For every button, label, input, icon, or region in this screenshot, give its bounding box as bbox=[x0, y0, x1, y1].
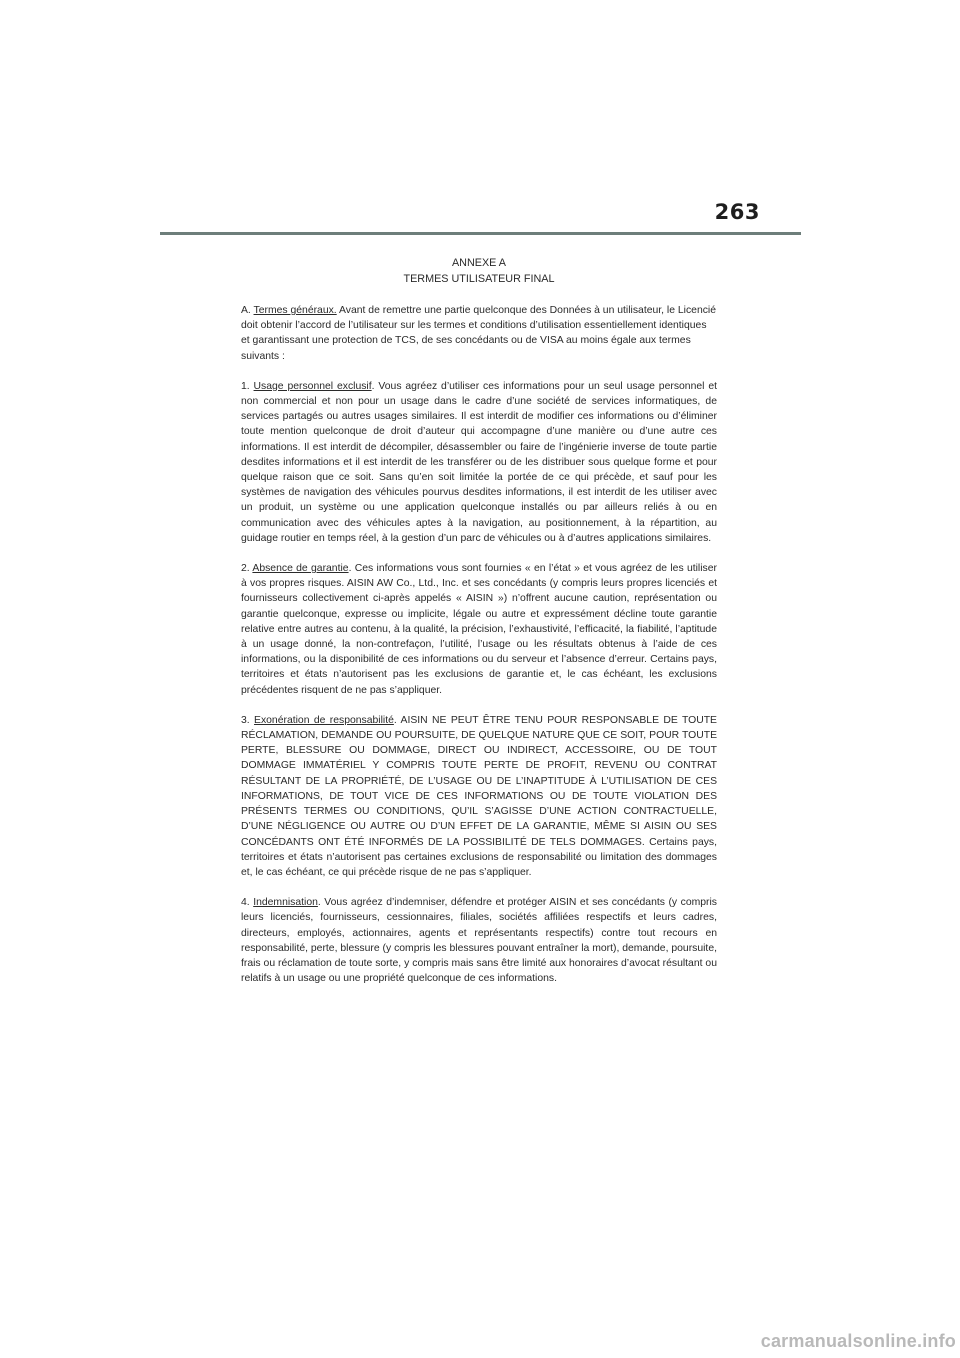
annex-title-line-2: TERMES UTILISATEUR FINAL bbox=[403, 272, 555, 285]
section-prefix: 2. bbox=[241, 563, 253, 575]
section-heading: Termes généraux. bbox=[253, 305, 337, 316]
section-body: . Vous agréez d’indemniser, défendre et protéger AISIN et ses concédants (y compris leurs licenciés, fournisseurs, cessionnaires, filiales, sociétés affiliées respectifs et leurs cadres, directeurs, employés, actionnaires, agents et représentants respectifs) contre tout recours en responsabilité, perte, blessure (y compris les blessures pouvant entraîner la mort), demande, poursuite, frais ou réclamation de toute sorte, y compris mais sans être limité aux honoraires d’avocat résultant ou relatifs à un usage ou une propriété quelconque de ces informations. bbox=[241, 897, 717, 985]
section-personal-use bbox=[241, 379, 717, 546]
header-rule bbox=[160, 232, 801, 235]
annex-heading bbox=[241, 256, 717, 287]
section-heading: Absence de garantie bbox=[252, 563, 349, 575]
section-heading: Usage personnel exclusif bbox=[253, 380, 372, 392]
section-liability bbox=[241, 713, 717, 880]
section-body: . Ces informations vous sont fournies « en l’état » et vous agréez de les utiliser à vos propres risques. AISIN AW Co., Ltd., Inc. et ses concédants (y compris leurs propres licenciés et fournisseurs collectivement ci-après appelés « AISIN ») n’offrent aucune caution, représentation ou garantie quelconque, expresse ou implicite, légale ou autre et expressément décline toute garantie relative entre autres au contenu, à la qualité, la précision, l’exhaustivité, l’efficacité, la fiabilité, l’aptitude à un usage donné, la non-contrefaçon, l’utilité, l’usage ou les résultats obtenus à l’aide de ces informations, ou la disponibilité de ces informations ou du serveur et l’absence d’erreur. Certains pays, territoires et états n’autorisent pas les exclusions de garantie et, le cas échéant, les exclusions précédentes risquent de ne pas s’appliquer. bbox=[241, 563, 717, 696]
section-general-terms bbox=[241, 303, 717, 364]
section-prefix: 1. bbox=[241, 380, 254, 392]
section-prefix: 4. bbox=[241, 897, 254, 909]
annex-title-line-1: ANNEXE A bbox=[451, 257, 506, 269]
watermark-text: carmanualsonline.info bbox=[760, 1331, 956, 1351]
section-heading: Exonération de responsabilité bbox=[254, 714, 394, 726]
section-body: . Vous agréez d’utiliser ces informations pour un seul usage personnel et non commercial et non pour un usage dans le cadre d’une société de services informatiques, de services partagés ou autres usages similaires. Il est interdit de modifier ces informations ou d’éliminer toute mention quelconque de droit d’auteur qui accompagne d’une manière ou d’une autre ces informations. Il est interdit de décompiler, désassembler ou faire de l’ingénierie inverse de toute partie desdites informations et il est interdit de les transférer ou de les distribuer sous quelque forme et pour quelque raison que ce soit. Sans qu’en soit limitée la portée de ce qui précède, et sauf pour les systèmes de navigation des véhicules pourvus desdites informations, il est interdit de les utiliser avec un produit, un système ou une application quelconque installés ou par ailleurs reliés à ou en communication avec des véhicules aptes à la navigation, au positionnement, à la répartition, au guidage routier en temps réel, à la gestion d’un parc de véhicules ou à d’autres applications similaires. bbox=[241, 380, 717, 544]
section-heading: Indemnisation bbox=[253, 897, 318, 909]
section-no-warranty bbox=[241, 561, 717, 698]
section-prefix: 3. bbox=[241, 714, 255, 726]
section-body: . AISIN NE PEUT ÊTRE TENU POUR RESPONSABLE DE TOUTE RÉCLAMATION, DEMANDE OU POURSUITE, DE QUELQUE NATURE QUE CE SOIT, POUR TOUTE PERTE, BLESSURE OU DOMMAGE, DIRECT OU INDIRECT, ACCESSOIRE, OU DE TOUT DOMMAGE IMMATÉRIEL Y COMPRIS TOUTE PERTE DE PROFIT, REVENU OU CONTRAT RÉSULTANT DE LA PROPRIÉTÉ, DE L’USAGE OU DE L’INAPTITUDE À L’UTILISATION DE CES INFORMATIONS, DE TOUT VICE DE CES INFORMATIONS OU DE TOUTE VIOLATION DES PRÉSENTS TERMES OU CONDITIONS, QU’IL S’AGISSE D’UNE ACTION CONTRACTUELLE, D’UNE NÉGLIGENCE OU AUTRE OU D’UN EFFET DE LA GARANTIE, MÊME SI AISIN OU SES CONCÉDANTS ONT ÉTÉ INFORMÉS DE LA POSSIBILITÉ DE TELS DOMMAGES. Certains pays, territoires et états n’autorisent pas certaines exclusions de responsabilité ou limitation des dommages et, le cas échéant, ce qui précède risque de ne pas s’appliquer. bbox=[241, 714, 717, 878]
section-body: Avant de remettre une partie quelconque des Données à un utilisateur, le Licencié doit obtenir l’accord de l’utilisateur sur les termes et conditions d’utilisation essentiellement identiques et garantissant une protection de TCS, de ses concédants ou de VISA au moins égale aux termes suivants : bbox=[241, 305, 717, 362]
section-indemnification bbox=[241, 895, 717, 986]
document-body bbox=[241, 256, 717, 986]
page-number: 263 bbox=[714, 200, 760, 224]
section-prefix: A. bbox=[241, 305, 254, 316]
